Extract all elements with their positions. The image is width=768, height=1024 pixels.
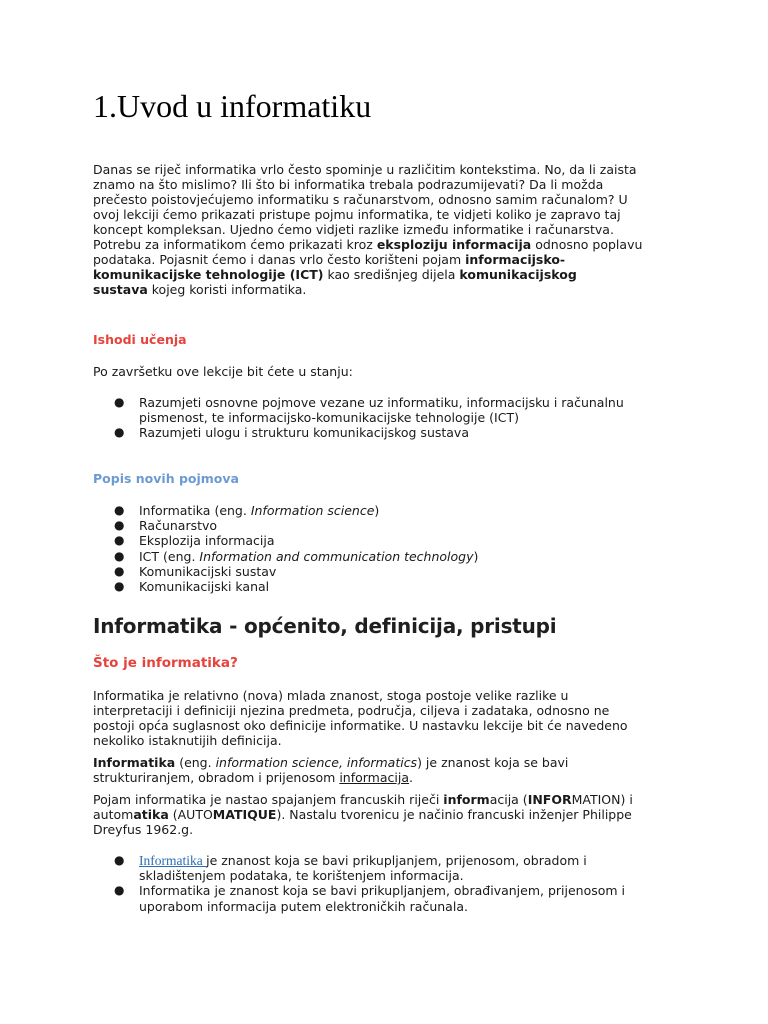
body-line: nekoliko istaknutijih definicija.: [93, 733, 282, 748]
list-item: ● Informatika (eng. Information science): [114, 503, 380, 518]
definitions-list: [93, 853, 625, 914]
outcomes-heading: Ishodi učenja: [93, 332, 187, 347]
bold-term: komunikacijskog: [459, 267, 577, 282]
body-line: strukturiranjem, obradom i prijenosom informacija.: [93, 770, 413, 785]
list-item: ● ICT (eng. Information and communication technology): [114, 548, 479, 564]
body-line: postoji opća suglasnost oko definicije informatike. U nastavku lekcije bit će navedeno: [93, 718, 628, 733]
body-line: Informatika (eng. information science, informatics) je znanost koja se bavi: [93, 755, 569, 770]
terms-heading: Popis novih pojmova: [93, 471, 239, 486]
list-item: ● Razumjeti ulogu i strukturu komunikacijskog sustava: [114, 425, 469, 441]
intro-line: sustava kojeg koristi informatika.: [93, 282, 307, 297]
informacija-link[interactable]: informacija: [339, 770, 409, 785]
list-item: ● Eksplozija informacija: [114, 533, 275, 549]
list-item-continuation: uporabom informacija putem elektroničkih računala.: [139, 898, 468, 914]
intro-line: podataka. Pojasnit ćemo i danas vrlo često korišteni pojam informacijsko-: [93, 252, 566, 267]
body-line: Informatika je relativno (nova) mlada znanost, stoga postoje velike razlike u: [93, 688, 569, 703]
outcomes-lead: Po završetku ove lekcije bit ćete u stanju:: [93, 364, 353, 379]
list-item: ● Informatika je znanost koja se bavi prikupljanjem, obrađivanjem, prijenosom i: [114, 883, 626, 899]
body-line: interpretaciji i definiciji njezina predmeta, područja, ciljeva i zadataka, odnosno ne: [93, 703, 610, 718]
list-item: ● Razumjeti osnovne pojmove vezane uz informatiku, informacijsku i računalnu: [114, 395, 624, 410]
body-line: automatika (AUTOMATIQUE). Nastalu tvorenicu je načinio francuski inženjer Philippe: [93, 807, 632, 822]
outcomes-list: [93, 395, 624, 441]
section-heading: Informatika - općenito, definicija, pristupi: [93, 614, 557, 638]
list-item: ● Komunikacijski kanal: [114, 579, 270, 595]
question-heading: Što je informatika?: [93, 655, 238, 671]
intro-line: znamo na što mislimo? Ili što bi informatika trebala podrazumijevati? Da li možda: [93, 177, 604, 192]
intro-line: prečesto poistovjećujemo informatiku s računarstvom, odnosno samim računalom? U: [93, 192, 628, 207]
bold-term: eksploziju informacija: [376, 237, 532, 252]
page-title: 1.Uvod u informatiku: [93, 88, 372, 124]
intro-line: ovoj lekciji ćemo prikazati pristupe pojmu informatika, te vidjeti koliko je zapravo taj: [93, 207, 621, 222]
terms-list: [93, 503, 478, 594]
body-line: Dreyfus 1962.g.: [93, 822, 194, 837]
intro-line: Potrebu za informatikom ćemo prikazati kroz eksploziju informacija odnosno poplavu: [93, 237, 643, 252]
bold-term: informacijsko-: [465, 252, 566, 267]
intro-line: komunikacijske tehnologije (ICT) kao središnjeg dijela komunikacijskog: [93, 267, 577, 282]
list-item-continuation: skladištenjem podataka, te korištenjem informacija.: [139, 868, 464, 884]
bold-term: sustava: [93, 282, 148, 297]
intro-line: Danas se riječ informatika vrlo često spominje u različitim kontekstima. No, da li zaista: [93, 162, 637, 177]
bold-term: komunikacijske tehnologije (ICT): [93, 267, 324, 282]
body-line: Pojam informatika je nastao spajanjem francuskih riječi informacija (INFORMATION) i: [93, 792, 633, 807]
list-item: ● Računarstvo: [114, 518, 218, 534]
list-item: ● Informatika je znanost koja se bavi prikupljanjem, prijenosom, obradom i: [114, 853, 587, 868]
informatika-link[interactable]: Informatika: [139, 853, 207, 868]
list-item: ● Komunikacijski sustav: [114, 563, 277, 579]
intro-line: koncept kompleksan. Ujedno ćemo vidjeti razlike između informatike i računarstva.: [93, 222, 614, 237]
list-item-continuation: pismenost, te informacijsko-komunikacijske tehnologije (ICT): [139, 410, 519, 426]
